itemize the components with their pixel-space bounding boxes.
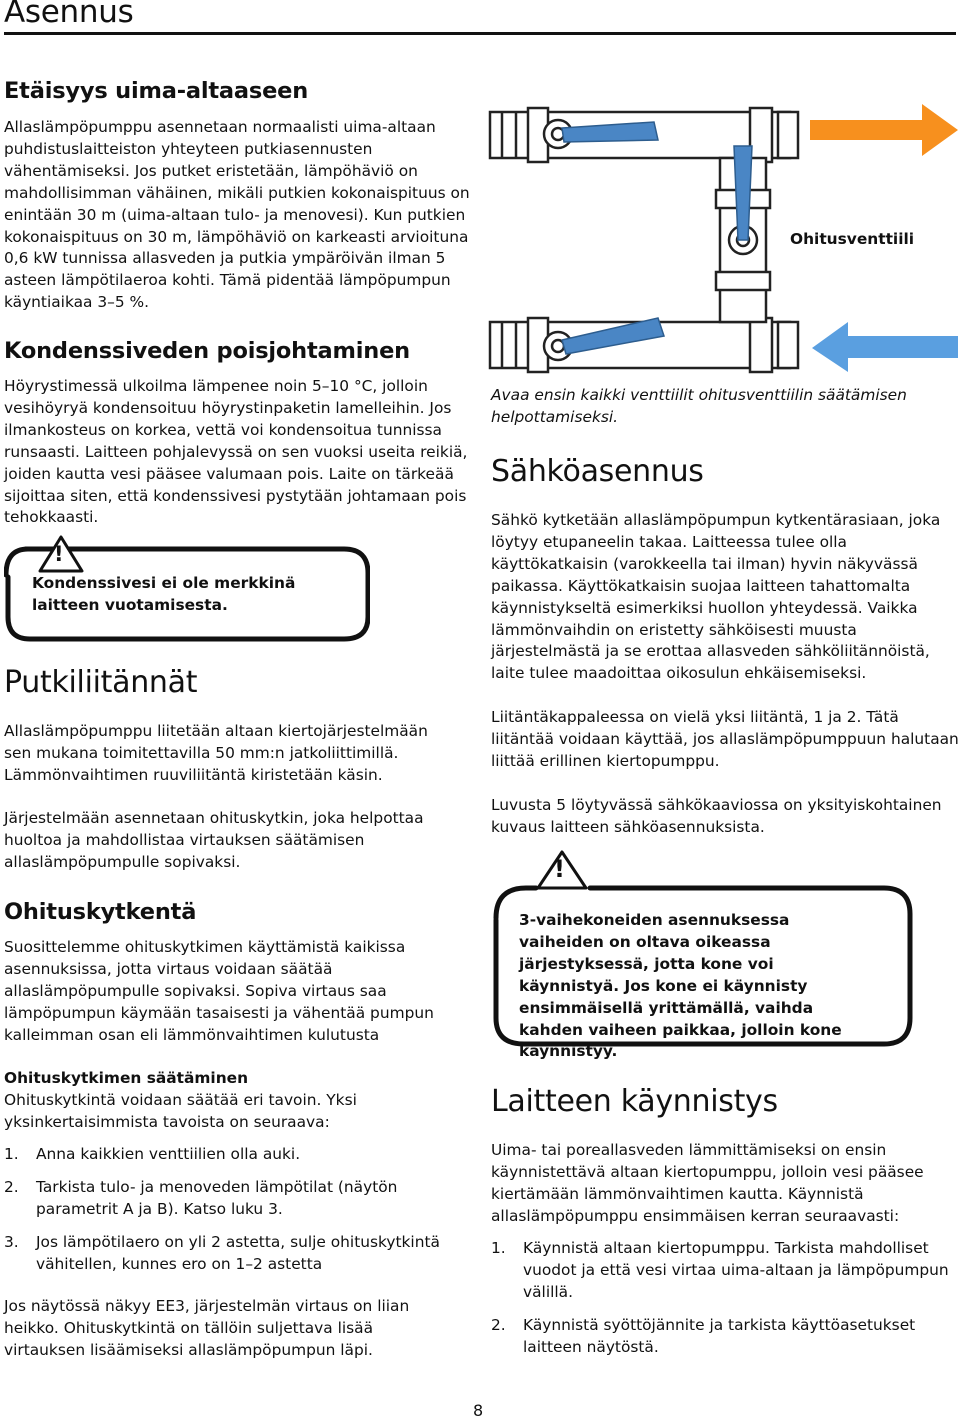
electrical-heading: Sähköasennus	[491, 454, 704, 489]
step-text: Käynnistä altaan kiertopumppu. Tarkista mahdolliset vuodot ja että vesi virtaa uima-altaan ja lämpöpumpun välillä.	[523, 1239, 949, 1301]
diagram-caption: Avaa ensin kaikki venttiilit ohitusventtiilin säätämisen helpottamiseksi.	[491, 386, 907, 426]
valve-label: Ohitusventtiili	[790, 230, 915, 248]
condensate-warning-line2: laitteen vuotamisesta.	[32, 596, 228, 614]
bypass-adjust-text: Ohituskytkintä voidaan säätää eri tavoin. Yksi yksinkertaisimmista tavoista on seuraava:	[4, 1091, 357, 1131]
step-number: 1.	[4, 1145, 19, 1163]
bypass-text: Suosittelemme ohituskytkimen käyttämistä kaikissa asennuksissa, jotta virtaus voidaan säätää allaslämpöpumpulle sopivaksi. Sopiva virtaus saa lämpöpumpun käymään tasaisesti ja vähentää pumpun kalleimman osan eli lämmönvaihtimen kulutusta	[4, 938, 434, 1044]
warning-exclamation-icon: !	[554, 855, 565, 883]
ee3-text: Jos näytössä näkyy EE3, järjestelmän virtaus on liian heikko. Ohituskytkintä on tällöin suljettava lisää virtauksen lisäämiseksi allaslämpöpumpun läpi.	[4, 1297, 410, 1359]
list-item	[491, 1315, 953, 1359]
bypass-heading: Ohituskytkentä	[4, 899, 197, 925]
distance-text: Allaslämpöpumppu asennetaan normaalisti uima-altaan puhdistuslaitteiston yhteyteen putkiasennusten vähentämiseksi. Jos putket eristetään, lämpöhäviö on mahdollisimman vähäinen, mikäli putkien kokonaispituus on enintään 30 m (uima-altaan tulo- ja menovesi). Kun putkien kokonaispituus on 30 m, lämpöhäviö on karkeasti arvioituna 0,6 kW tunnissa allasveden ja putkia ympäröivän ilman 5 asteen lämpötilaeroa kohti. Tämä pidentää lämpöpumpun käyntiaikaa 3–5 %.	[4, 118, 470, 312]
bypass-adjust-heading: Ohituskytkimen säätäminen	[4, 1069, 249, 1087]
list-item	[491, 1238, 953, 1304]
condensate-text: Höyrystimessä ulkoilma lämpenee noin 5–10 °C, jolloin vesihöyryä kondensoituu höyrystinpaketin lamelleihin. Jos ilmankosteus on korkea, vettä voi kondensoitua tunnissa runsaasti. Laitteen pohjalevyssä on sen vuoksi useita reikiä, joiden kautta vesi pääsee valumaan pois. Laite on tärkeää sijoittaa siten, että kondenssivesi pystytään johtamaan pois tehokkaasti.	[4, 377, 468, 527]
title-divider	[4, 32, 956, 35]
step-text: Jos lämpötilaero on yli 2 astetta, sulje ohituskytkintä vähitellen, kunnes ero on 1–2 astetta	[36, 1232, 440, 1273]
pipes-text-1: Allaslämpöpumppu liitetään altaan kiertojärjestelmään sen mukana toimitettavilla 50 mm:n jatkoliittimillä. Lämmönvaihtimen ruuviliitäntä kiristetään käsin.	[4, 722, 428, 784]
condensate-warning-line1: Kondenssivesi ei ole merkkinä	[32, 574, 296, 592]
condensate-heading: Kondenssiveden poisjohtaminen	[4, 338, 410, 364]
electrical-text-2: Liitäntäkappaleessa on vielä yksi liitäntä, 1 ja 2. Tätä liitäntää voidaan käyttää, jos allaslämpöpumppuun halutaan liittää erillinen kiertopumppu.	[491, 708, 959, 770]
list-item	[4, 1232, 444, 1276]
electrical-warning-text: 3-vaihekoneiden asennuksessa vaiheiden on oltava oikeassa järjestyksessä, jotta kone voi käynnistyä. Jos kone ei käynnisty ensimmäisellä yrittämällä, vaihda kahden vaiheen paikkaa, jolloin kone käynnistyy.	[519, 911, 842, 1061]
startup-text: Uima- tai poreallasveden lämmittämiseksi on ensin käynnistettävä altaan kiertopumppu, jolloin vesi pääsee kiertämään lämmönvaihtimen kautta. Käynnistä allaslämpöpumppu ensimmäisen kerran seuraavasti:	[491, 1141, 924, 1225]
page-title: Asennus	[4, 0, 134, 30]
step-text: Anna kaikkien venttiilien olla auki.	[36, 1145, 301, 1163]
list-item	[4, 1177, 444, 1221]
distance-heading: Etäisyys uima-altaaseen	[4, 78, 309, 104]
bypass-diagram	[488, 100, 958, 380]
step-number: 1.	[491, 1239, 506, 1257]
pipes-text-2: Järjestelmään asennetaan ohituskytkin, joka helpottaa huoltoa ja mahdollistaa virtauksen säätämisen allaslämpöpumpulle sopivaksi.	[4, 809, 424, 871]
pipes-heading: Putkiliitännät	[4, 665, 198, 700]
warning-exclamation-icon: !	[54, 542, 64, 566]
step-text: Tarkista tulo- ja menoveden lämpötilat (näytön parametrit A ja B). Katso luku 3.	[36, 1177, 398, 1218]
step-text: Käynnistä syöttöjännite ja tarkista käyttöasetukset laitteen näytöstä.	[523, 1315, 916, 1356]
electrical-warning-box	[490, 848, 914, 1061]
list-item	[4, 1144, 444, 1166]
page-number: 8	[473, 1401, 484, 1420]
step-number: 2.	[4, 1177, 19, 1196]
step-number: 3.	[4, 1232, 19, 1251]
startup-heading: Laitteen käynnistys	[491, 1084, 778, 1119]
startup-steps	[491, 1238, 953, 1370]
electrical-text-1: Sähkö kytketään allaslämpöpumpun kytkentärasiaan, joka löytyy etupaneelin takaa. Laitteessa tulee olla käyttökatkaisin (varokkeella tai ilman) hyvin näkyvässä paikassa. Käyttökatkaisin suojaa laitteen tahattomalta käynnistykseltä esimerkiksi huollon yhteydessä. Vaikka lämmönvaihdin on eristetty sähköisesti muusta järjestelmästä ja se erottaa allasveden sähköliitännöistä, laite tulee maadoittaa oikosulun ehkäisemiseksi.	[491, 511, 941, 683]
condensate-warning-box	[4, 535, 370, 643]
bypass-steps	[4, 1144, 444, 1287]
step-number: 2.	[491, 1315, 506, 1334]
electrical-text-3: Luvusta 5 löytyvässä sähkökaaviossa on yksityiskohtainen kuvaus laitteen sähköasennuksista.	[491, 796, 942, 836]
